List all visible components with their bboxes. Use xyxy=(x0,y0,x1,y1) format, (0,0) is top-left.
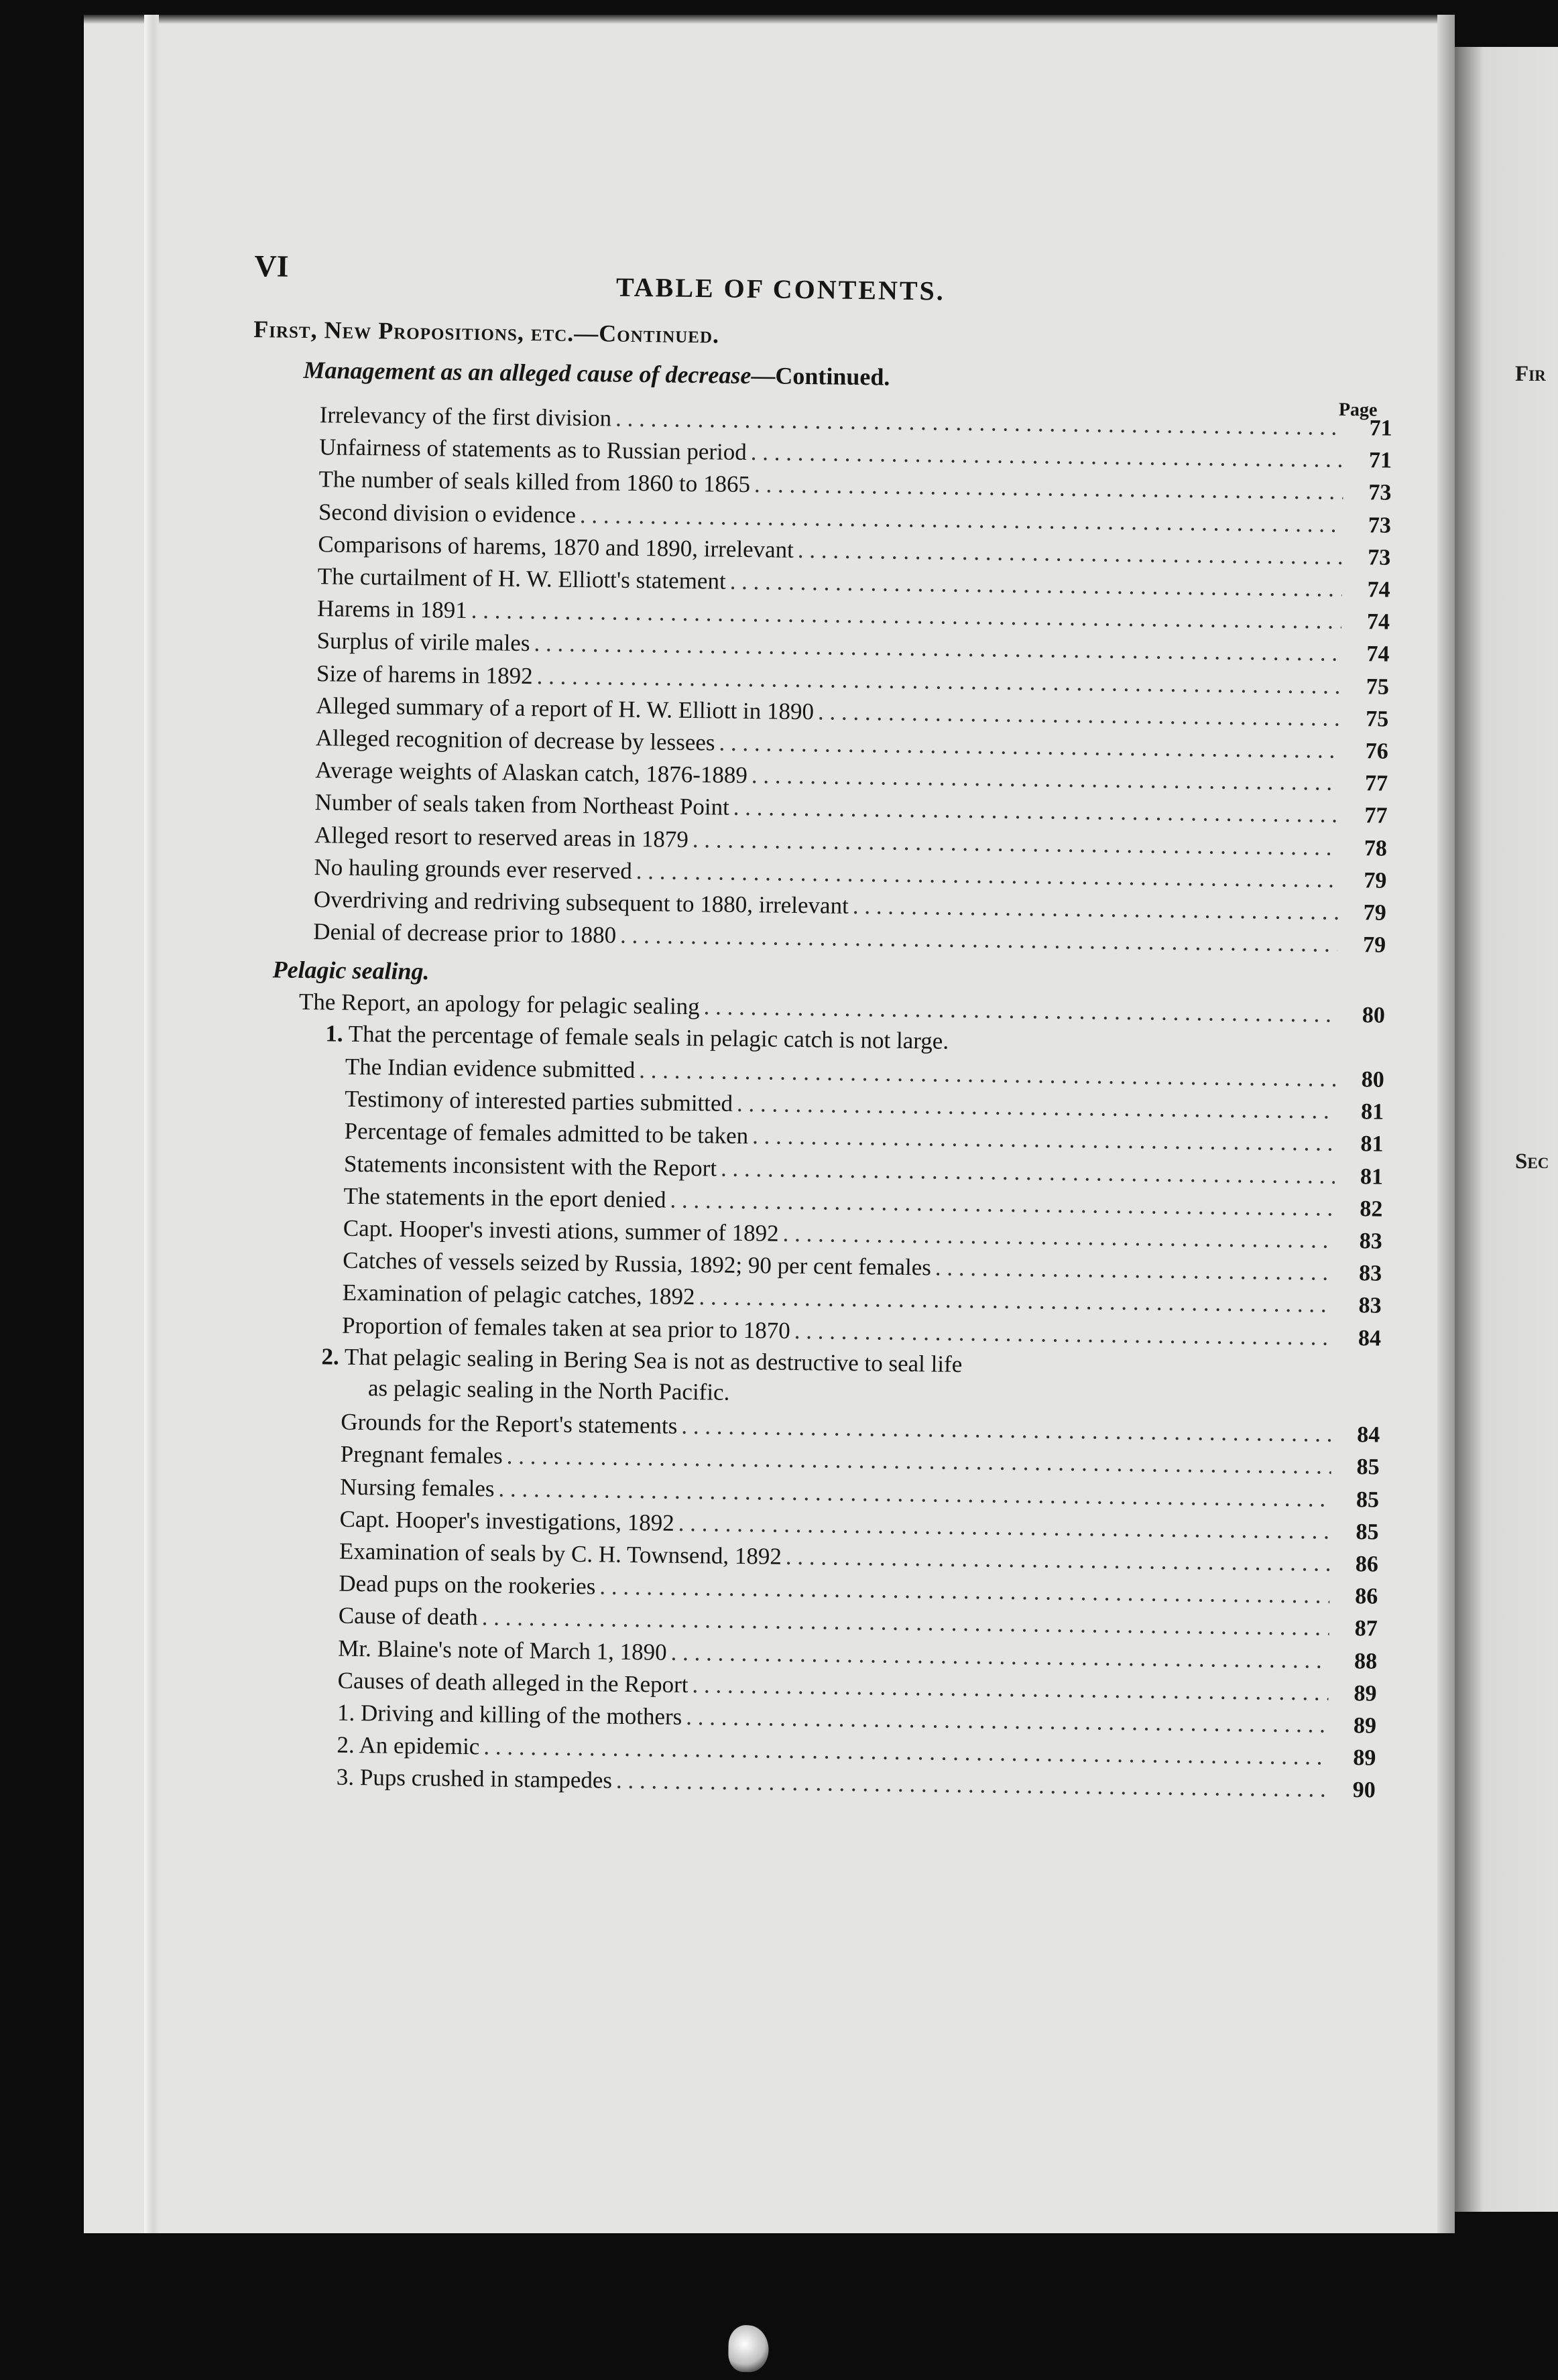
numbered-heading-2-number: 2. xyxy=(321,1343,340,1370)
toc-entry-title: Causes of death alleged in the Report xyxy=(337,1667,688,1698)
toc-entry-title: Mr. Blaine's note of March 1, 1890 xyxy=(338,1635,667,1666)
toc-entry-page: 89 xyxy=(1353,1713,1377,1739)
toc-entry-page: 89 xyxy=(1354,1680,1377,1706)
leader-dots xyxy=(818,698,1341,732)
subsection-heading-suffix: —Continued. xyxy=(751,362,890,391)
toc-entry-title: Pregnant females xyxy=(340,1441,503,1470)
toc-entry-title: Grounds for the Report's statements xyxy=(341,1408,678,1440)
toc-entry-title: Proportion of females taken at sea prior to 1870 xyxy=(341,1312,791,1344)
toc-entry-title: The Indian evidence submitted xyxy=(345,1053,636,1084)
toc-entry-title: Alleged recognition of decrease by lessees xyxy=(315,725,715,756)
toc-entry-title: 1. Driving and killing of the mothers xyxy=(337,1699,682,1730)
toc-entry-title: 3. Pups crushed in stampedes xyxy=(336,1764,613,1794)
facing-page-word-mid: Sec xyxy=(1515,1149,1549,1174)
toc-entry-title: The statements in the eport denied xyxy=(343,1182,666,1213)
toc-entry-page: 73 xyxy=(1368,512,1392,538)
toc-entry-title: Harems in 1891 xyxy=(316,595,467,624)
toc-entry-page: 83 xyxy=(1358,1293,1382,1319)
leader-dots xyxy=(798,537,1343,570)
toc-entry-title: Size of harems in 1892 xyxy=(316,660,533,689)
toc-entry-page: 82 xyxy=(1360,1196,1383,1222)
toc-entry-title: Overdriving and redriving subsequent to 1880, irrelevant xyxy=(313,886,849,919)
toc-entry-title: Surplus of virile males xyxy=(316,627,530,657)
page-top-edge xyxy=(84,15,1455,24)
scan-speck xyxy=(728,2325,769,2373)
toc-entry-page: 78 xyxy=(1364,835,1388,861)
numbered-heading-2 xyxy=(321,1341,1314,1415)
toc-entry-title: Irrelevancy of the first division xyxy=(319,401,612,432)
leader-dots xyxy=(794,1318,1333,1351)
toc-entry-page: 74 xyxy=(1366,609,1390,635)
toc-entry-page: 79 xyxy=(1362,932,1386,958)
toc-entry-title: Catches of vessels seized by Russia, 1892; 90 per cent females xyxy=(343,1247,932,1281)
page-title: TABLE OF CONTENTS. xyxy=(615,271,946,306)
page-gutter xyxy=(1437,15,1455,2233)
toc-entry-page: 81 xyxy=(1360,1099,1384,1125)
toc-entry-title: Second division o evidence xyxy=(318,498,577,528)
numbered-heading-2-line2: as pelagic sealing in the North Pacific. xyxy=(367,1374,730,1405)
toc-entry-title: Examination of pelagic catches, 1892 xyxy=(342,1279,695,1310)
toc-entry-page: 73 xyxy=(1368,480,1392,506)
toc-entry-title: Comparisons of harems, 1870 and 1890, irrelevant xyxy=(318,530,794,563)
toc-entry-page: 86 xyxy=(1355,1584,1378,1609)
numbered-heading-1-number: 1. xyxy=(325,1020,343,1047)
toc-entry-page: 80 xyxy=(1362,1002,1386,1028)
toc-entry-title: Denial of decrease prior to 1880 xyxy=(313,918,617,948)
toc-entry-title: Capt. Hooper's investi ations, summer of 1892 xyxy=(343,1214,779,1247)
toc-entry-title: Capt. Hooper's investigations, 1892 xyxy=(339,1505,674,1536)
toc-entry-title: 2. An epidemic xyxy=(337,1731,480,1760)
toc-entry-title: Average weights of Alaskan catch, 1876-1889 xyxy=(315,757,748,789)
toc-entry-page: 81 xyxy=(1360,1131,1384,1157)
toc-entry-page: 86 xyxy=(1355,1552,1379,1577)
page-fold xyxy=(144,15,159,2233)
toc-entry-title: Alleged resort to reserved areas in 1879 xyxy=(314,821,689,853)
pelagic-sealing-heading: Pelagic sealing. xyxy=(272,956,430,985)
toc-entry-page: 73 xyxy=(1368,545,1391,570)
toc-entry-page: 76 xyxy=(1365,739,1388,764)
toc-entry-title: Dead pups on the rookeries xyxy=(339,1570,596,1600)
toc-entry-page: 79 xyxy=(1364,868,1387,893)
toc-entry-page: 74 xyxy=(1366,641,1390,668)
facing-page-word-top: Fir xyxy=(1515,362,1546,386)
toc-entry-title: Number of seals taken from Northeast Point xyxy=(314,789,730,821)
toc-entry-title: The curtailment of H. W. Elliott's statement xyxy=(317,563,726,594)
toc-entry-page: 87 xyxy=(1354,1616,1378,1642)
toc-entry-page: 84 xyxy=(1358,1325,1382,1351)
toc-entry-page: 81 xyxy=(1360,1164,1384,1190)
toc-entry-page: 77 xyxy=(1364,771,1388,796)
toc-entry-title: Examination of seals by C. H. Townsend, 1892 xyxy=(339,1538,782,1570)
toc-entry-page: 84 xyxy=(1357,1422,1380,1448)
leader-dots xyxy=(853,893,1338,926)
leader-dots xyxy=(786,1544,1331,1577)
toc-entry-page: 75 xyxy=(1366,674,1390,700)
toc-entry-title: Cause of death xyxy=(338,1603,479,1631)
toc-entry-page: 85 xyxy=(1356,1454,1380,1481)
page-column-label: Page xyxy=(1338,399,1378,421)
subsection-heading-italic: Management as an alleged cause of decrease xyxy=(303,356,752,389)
toc-entry-title: The number of seals killed from 1860 to 1865 xyxy=(318,466,751,498)
toc-entry-page: 79 xyxy=(1363,900,1386,926)
toc-entry-page: 71 xyxy=(1368,448,1392,473)
numbered-heading-2-line1: That pelagic sealing in Bering Sea is not as destructive to seal life xyxy=(344,1343,963,1377)
toc-entry-title: Nursing females xyxy=(339,1473,495,1502)
numbered-heading-1-text: That the percentage of female seals in pelagic catch is not large. xyxy=(348,1020,949,1054)
toc-entry-page: 83 xyxy=(1358,1261,1382,1286)
toc-entry-page: 77 xyxy=(1364,803,1388,829)
toc-entry-page: 83 xyxy=(1359,1229,1382,1254)
toc-entry-page: 80 xyxy=(1361,1067,1384,1092)
toc-entry-title: Testimony of interested parties submitted xyxy=(345,1085,733,1117)
folio-number: VI xyxy=(254,248,289,284)
toc-entry-page: 74 xyxy=(1367,577,1390,603)
toc-entry-page: 85 xyxy=(1356,1519,1379,1545)
toc-entry-title: Percentage of females admitted to be taken xyxy=(344,1118,749,1149)
toc-entry-title: Alleged summary of a report of H. W. Elliott in 1890 xyxy=(316,692,815,725)
toc-entry-title: Unfairness of statements as to Russian period xyxy=(318,434,747,466)
toc-entry-page: 90 xyxy=(1352,1777,1376,1803)
toc-entry-page: 85 xyxy=(1356,1487,1380,1513)
leader-dots xyxy=(935,1255,1334,1286)
toc-entry-page: 88 xyxy=(1354,1648,1378,1674)
toc-entry-title: Statements inconsistent with the Report xyxy=(343,1150,717,1182)
toc-entry-page: 71 xyxy=(1369,416,1392,441)
section-heading: First, New Propositions, etc.—Continued. xyxy=(253,315,720,349)
toc-entry-page: 75 xyxy=(1366,706,1389,732)
toc-entry-title: No hauling grounds ever reserved xyxy=(314,853,632,884)
toc-entry-page: 89 xyxy=(1353,1745,1376,1771)
facing-page xyxy=(1455,47,1558,2212)
toc-entry-title: The Report, an apology for pelagic sealing xyxy=(298,988,700,1019)
